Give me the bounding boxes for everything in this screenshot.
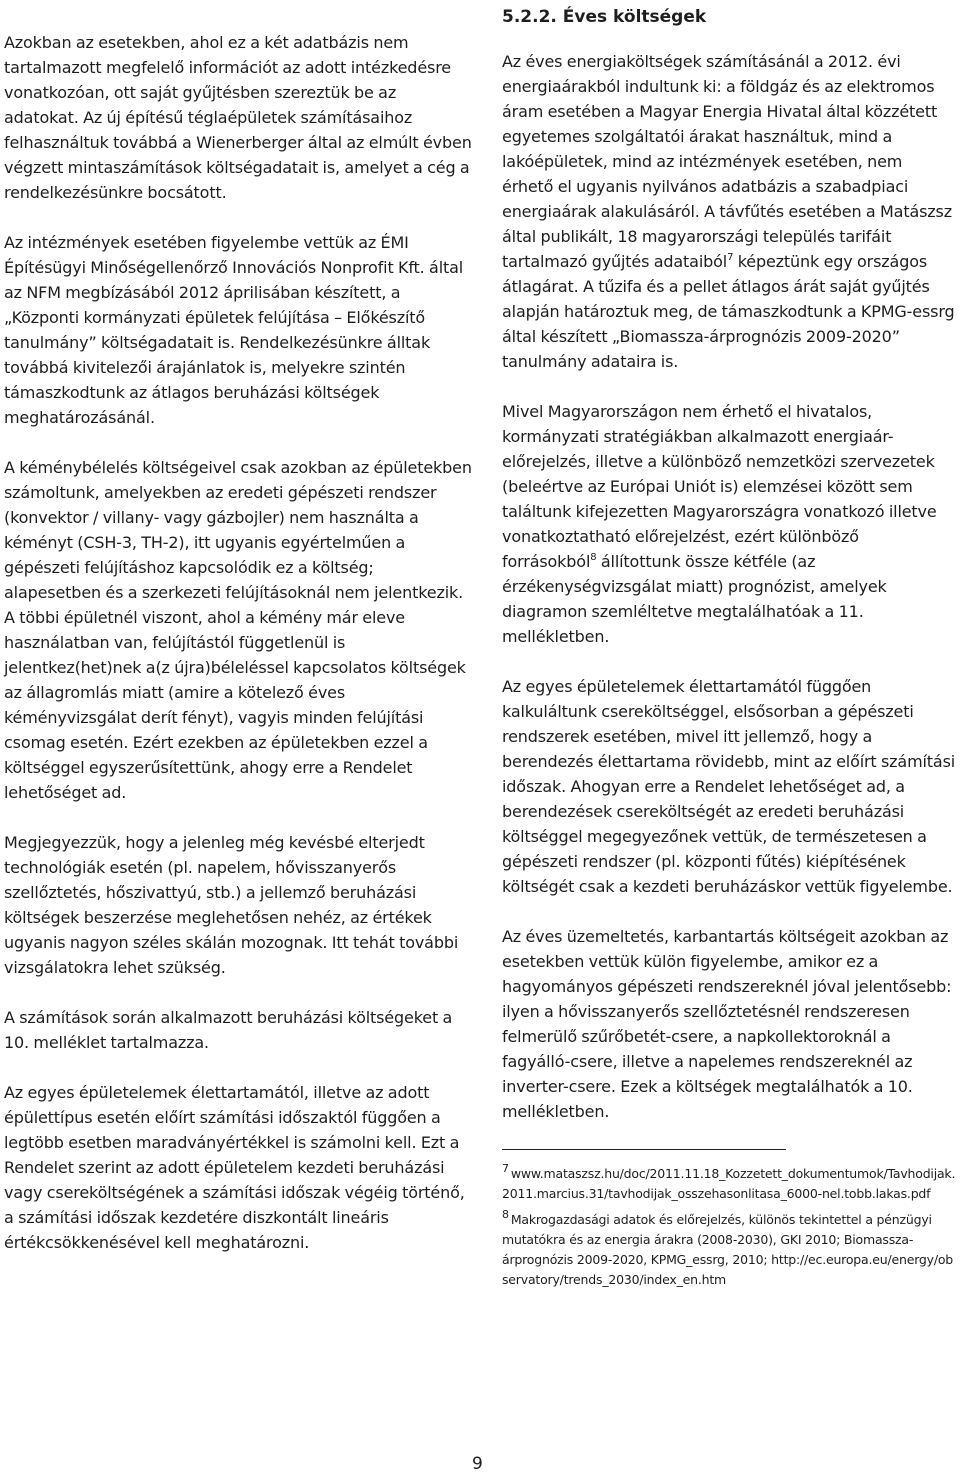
- footnote-text: Makrogazdasági adatok és előrejelzés, különös tekintettel a pénzügyi mutatókra és az energia árakra (2008-2030), GKI 2010; Biomassza-árprognózis 2009-2020, KPMG_essrg, 2010;: [502, 1212, 932, 1267]
- footnote-ref-8[interactable]: 8: [590, 552, 597, 563]
- left-column: [4, 30, 474, 1280]
- paragraph-text: képeztünk egy országos átlagárat. A tűzifa és a pellet átlagos árát saját gyűjtés alapján határoztuk meg, de támaszkodtunk a KPMG-essrg által készített „Biomassza-árprognózis 2009-2020” tanulmány adataira is.: [502, 252, 955, 371]
- paragraph: Azokban az esetekben, ahol ez a két adatbázis nem tartalmazott megfelelő információt az adott intézkedésre vonatkozóan, ott saját gyűjtésben szereztük be az adatokat. Az új építésű téglaépületek számításaihoz felhasználtuk továbbá a Wienerberger által az elmúlt évben végzett mintaszámítások költségadatait is, amelyet a cég a rendelkezésünkre bocsátott.: [4, 33, 472, 202]
- footnote-link[interactable]: http://ec.europa.eu/energy/observatory/trends_2030/index_en.htm: [502, 1252, 954, 1287]
- paragraph: Az intézmények esetében figyelembe vettük az ÉMI Építésügyi Minőségellenőrző Innovációs Nonprofit Kft. által az NFM megbízásából 2012 áprilisában készített, a „Központi kormányzati épületek felújítása – Előkészítő tanulmány” költségadatait is. Rendelkezésünkre álltak továbbá kivitelezői árajánlatok is, melyekre szintén támaszkodtunk az átlagos beruházási költségek meghatározásánál.: [4, 233, 464, 427]
- paragraph: Az egyes épületelemek élettartamától, illetve az adott épülettípus esetén előírt számítási időszaktól függően a legtöbb esetben maradványértékkel is számolni kell. Ezt a Rendelet szerint az adott épületelem kezdeti beruházási vagy csereköltségének a számítási időszak végéig történő, a számítási időszak kezdetére diszkontált lineáris értékcsökkenésével kell meghatározni.: [4, 1083, 465, 1252]
- right-column: [502, 5, 956, 1296]
- paragraph: Az éves üzemeltetés, karbantartás költségeit azokban az esetekben vettük külön figyelembe, amikor ez a hagyományos gépészeti rendszereknél jóval jelentősebb: ilyen a hővisszanyerős szellőztetésnél rendszeresen felmerülő szűrőbetét-csere, a napkollektoroknál a fagyálló-csere, illetve a napelemes rendszereknél az inverter-csere. Ezek a költségek megtalálhatók a 10. mellékletben.: [502, 927, 952, 1121]
- footnote-8: [502, 1210, 956, 1290]
- section-heading: 5.2.2. Éves költségek: [502, 7, 707, 27]
- footnote-divider: [502, 1149, 786, 1150]
- page-number: 9: [472, 1454, 483, 1474]
- footnote-ref-7[interactable]: 7: [727, 252, 734, 263]
- paragraph: A kéménybélelés költségeivel csak azokban az épületekben számoltunk, amelyekben az eredeti gépészeti rendszer (konvektor / villany- vagy gázbojler) nem használta a kéményt (CSH-3, TH-2), itt ugyanis egyértelműen a gépészeti felújításhoz kapcsolódik ez a költség; alapesetben és a szerkezeti felújításoknál nem jelentkezik. A többi épületnél viszont, ahol a kémény már eleve használatban van, felújítástól függetlenül is jelentkez(het)nek a(z újra)béleléssel kapcsolatos költségek az állagromlás miatt (amire a kötelező éves kéményvizsgálat derít fényt), vagyis minden felújítási csomag esetén. Ezért ezekben az épületekben ezzel a költséggel egyszerűsítettünk, ahogy erre a Rendelet lehetőséget ad.: [4, 458, 472, 802]
- footnote-marker: 7: [502, 1162, 509, 1175]
- paragraph-text: Az éves energiaköltségek számításánál a 2012. évi energiaárakból indultunk ki: a földgáz és az elektromos áram esetében a Magyar Energia Hivatal által közzétett egyetemes szolgáltatói árakat használtuk, mind a lakóépületek, mind az intézmények esetében, nem érhető el ugyanis nyilvános adatbázis a szabadpiaci energiaárak alakulásáról. A távfűtés esetében a Matászsz által publikált, 18 magyarországi település tarifáit tartalmazó gyűjtés adataiból: [502, 52, 952, 271]
- paragraph-text: Mivel Magyarországon nem érhető el hivatalos, kormányzati stratégiákban alkalmazott energiaár-előrejelzés, illetve a különböző nemzetközi szervezetek (beleértve az Európai Uniót is) elemzései között sem találtunk kifejezetten Magyarországra vonatkozó illetve vonatkoztatható előrejelzést, ezért különböző forrásokból: [502, 402, 937, 571]
- paragraph-text: állítottunk össze kétféle (az érzékenységvizsgálat miatt) prognózist, amelyek diagramon szemléltetve megtalálhatóak a 11. mellékletben.: [502, 552, 887, 646]
- paragraph: A számítások során alkalmazott beruházási költségeket a 10. melléklet tartalmazza.: [4, 1008, 453, 1052]
- footnote-marker: 8: [502, 1208, 509, 1221]
- paragraph: [502, 399, 956, 649]
- footnote-7: [502, 1164, 956, 1204]
- paragraph: [502, 49, 956, 374]
- paragraph: Megjegyezzük, hogy a jelenleg még kevésbé elterjedt technológiák esetén (pl. napelem, hővisszanyerős szellőztetés, hőszivattyú, stb.) a jellemző beruházási költségek beszerzése meglehetősen nehéz, az értékek ugyanis nagyon széles skálán mozognak. Itt tehát további vizsgálatokra lehet szükség.: [4, 833, 459, 977]
- paragraph: Az egyes épületelemek élettartamától függően kalkuláltunk csereköltséggel, elsősorban a gépészeti rendszerek esetében, mivel itt jellemző, hogy a berendezés élettartama rövidebb, mint az előírt számítási időszak. Ahogyan erre a Rendelet lehetőséget ad, a berendezések csereköltségét az eredeti beruházási költséggel megegyezőnek vettük, de természetesen a gépészeti rendszer (pl. központi fűtés) kiépítésének költségét csak a kezdeti beruházáskor vettük figyelembe.: [502, 677, 956, 896]
- footnote-link[interactable]: www.mataszsz.hu/doc/2011.11.18_Kozzetett_dokumentumok/Tavhodijak.2011.marcius.31/tavhodijak_osszehasonlitasa_6000-nel.tobb.lakas.pdf: [502, 1166, 956, 1201]
